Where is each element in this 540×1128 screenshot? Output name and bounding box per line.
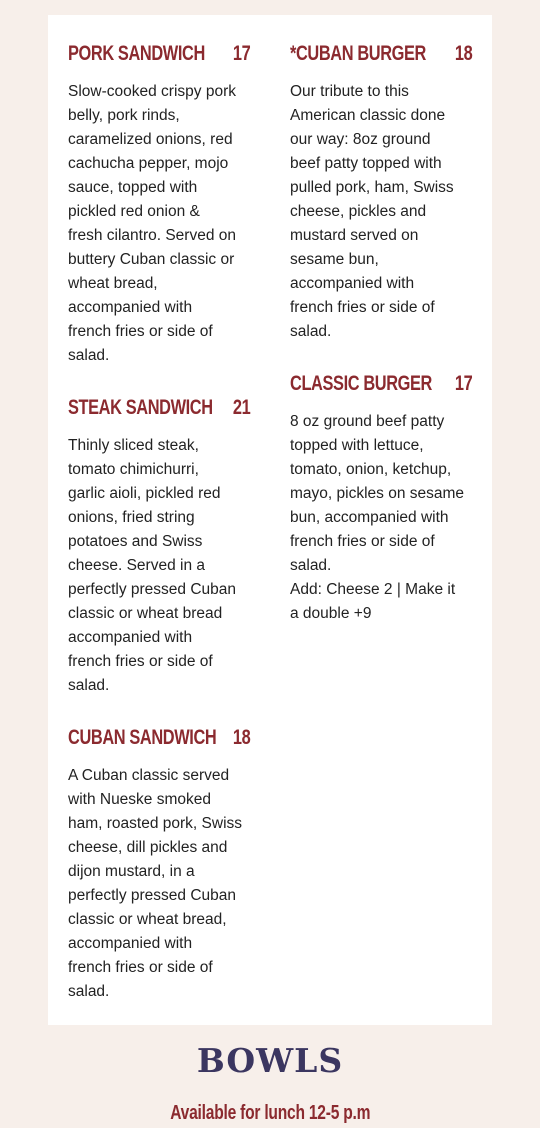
menu-item-price: 21	[232, 396, 250, 419]
menu-item-description: Slow-cooked crispy pork belly, pork rinds, caramelized onions, red cachucha pepper, mojo sauce, topped with pickled red onion & fresh cilantro. Served on buttery Cuban classic or wheat bread, accompanied with french fries or side of salad.	[68, 83, 237, 364]
menu-item-header	[290, 369, 472, 399]
menu-item-header	[68, 39, 250, 69]
menu-item-description: 8 oz ground beef patty topped with lettuce, tomato, onion, ketchup, mayo, pickles on sesame bun, accompanied with french fries or side of salad. Add: Cheese 2 | Make it a double +9	[290, 413, 465, 622]
menu-item-price: 17	[232, 42, 250, 65]
menu-item-cuban-sandwich	[68, 723, 250, 1000]
menu-item-name: CUBAN SANDWICH	[68, 726, 217, 749]
availability-text: Available for lunch 12-5 p.m	[169, 1102, 371, 1124]
menu-item-description: Thinly sliced steak, tomato chimichurri, garlic aioli, pickled red onions, fried string potatoes and Swiss cheese. Served in a perfectly pressed Cuban classic or wheat bread accompanied with french fries or side of salad.	[68, 437, 237, 694]
section-subtitle-availability	[0, 1098, 540, 1128]
menu-item-name: *CUBAN BURGER	[290, 42, 426, 65]
section-title-bowls: BOWLS	[196, 1041, 344, 1080]
menu-item-header	[290, 39, 472, 69]
menu-item-price: 18	[232, 726, 250, 749]
menu-item-price: 17	[454, 372, 472, 395]
menu-item-header	[68, 723, 250, 753]
menu-item-pork-sandwich	[68, 39, 250, 364]
menu-item-name: CLASSIC BURGER	[290, 372, 432, 395]
menu-item-price: 18	[454, 42, 472, 65]
menu-item-description: Our tribute to this American classic done our way: 8oz ground beef patty topped with pulled pork, ham, Swiss cheese, pickles and mustard served on sesame bun, accompanied with french fries or side of salad.	[290, 83, 454, 340]
menu-item-name: STEAK SANDWICH	[68, 396, 213, 419]
menu-item-steak-sandwich	[68, 393, 250, 694]
menu-item-cuban-burger	[290, 39, 472, 340]
sandwiches-menu-card	[48, 15, 492, 1025]
menu-item-name: PORK SANDWICH	[68, 42, 205, 65]
menu-item-header	[68, 393, 250, 423]
menu-item-description: A Cuban classic served with Nueske smoked ham, roasted pork, Swiss cheese, dill pickles and dijon mustard, in a perfectly pressed Cuban classic or wheat bread, accompanied with french fries or side of salad.	[68, 767, 243, 1000]
menu-item-classic-burger	[290, 369, 472, 622]
